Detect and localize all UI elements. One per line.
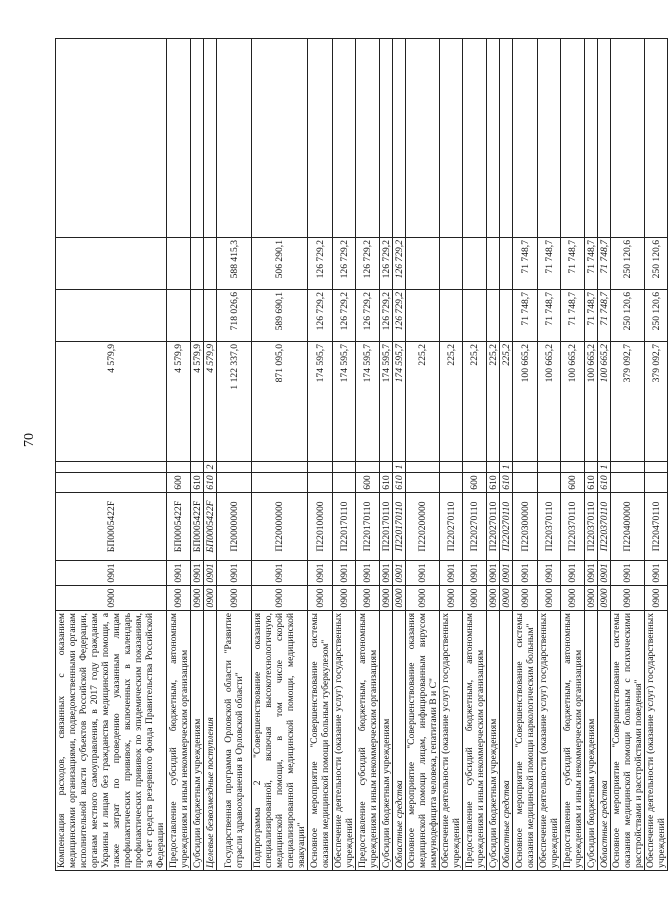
description-cell: Подпрограмма 2 "Совершенствование оказания специализированной, включая высокотехнологичную, медицинской помощи, в том числе скорой специализированной медицинской помощи, медицинской эвакуации" (252, 611, 308, 871)
code-cell: 0901 (611, 561, 645, 586)
budget-table (55, 38, 668, 871)
code-cell: 0900 (252, 586, 308, 611)
code-cell: 0901 (406, 561, 440, 586)
amount-cell: 506 290,1 (252, 238, 308, 290)
amount-cell: 174 595,7 (356, 342, 380, 462)
amount-cell (333, 39, 356, 238)
description-cell: Основное мероприятие "Совершенствование оказания медицинской помощи лицам, инфицированным вирусом иммунодефицита человека, гепатитами В и С" (406, 611, 440, 871)
amount-cell (56, 39, 167, 238)
code-cell (645, 473, 668, 493)
code-cell (191, 462, 204, 473)
amount-cell (204, 290, 217, 342)
description-cell: Областные средства (500, 611, 513, 871)
code-cell: 0901 (380, 561, 393, 586)
amount-cell (217, 39, 252, 238)
code-cell: П220370110 (538, 493, 561, 561)
code-cell: П200000000 (217, 493, 252, 561)
description-cell: Субсидии бюджетным учреждениям (380, 611, 393, 871)
code-cell: 0900 (487, 586, 500, 611)
amount-cell: 126 729,2 (356, 238, 380, 290)
amount-cell: 4 579,9 (167, 342, 191, 462)
description-cell: Обеспечение деятельности (оказание услуг) государственных учреждений (645, 611, 668, 871)
code-cell: БП0005422F (167, 493, 191, 561)
code-cell: 0900 (440, 586, 463, 611)
table-row (406, 39, 440, 871)
code-cell: 2 (204, 462, 217, 473)
description-cell: Субсидии бюджетным учреждениям (487, 611, 500, 871)
code-cell (252, 462, 308, 473)
code-cell: 1 (598, 462, 611, 473)
code-cell: 0900 (406, 586, 440, 611)
code-cell: 0900 (611, 586, 645, 611)
amount-cell (611, 39, 645, 238)
table-row (56, 39, 167, 871)
amount-cell (308, 39, 333, 238)
amount-cell: 379 092,7 (611, 342, 645, 462)
amount-cell: 225,2 (463, 342, 487, 462)
code-cell (356, 462, 380, 473)
code-cell: 0900 (463, 586, 487, 611)
page-number: 70 (22, 433, 37, 447)
amount-cell (167, 39, 191, 238)
amount-cell (406, 290, 440, 342)
code-cell: 1 (393, 462, 406, 473)
description-cell: Областные средства (598, 611, 611, 871)
code-cell (487, 462, 500, 473)
amount-cell (561, 39, 585, 238)
amount-cell (585, 39, 598, 238)
amount-cell (440, 290, 463, 342)
amount-cell (167, 238, 191, 290)
amount-cell (191, 39, 204, 238)
code-cell (611, 473, 645, 493)
code-cell: 610 (598, 473, 611, 493)
amount-cell (463, 39, 487, 238)
code-cell: 0900 (356, 586, 380, 611)
code-cell: 0901 (500, 561, 513, 586)
code-cell: П220270110 (500, 493, 513, 561)
code-cell: 610 (487, 473, 500, 493)
amount-cell: 126 729,2 (393, 238, 406, 290)
amount-cell: 4 579,9 (56, 342, 167, 462)
code-cell (440, 462, 463, 473)
amount-cell: 100 665,2 (513, 342, 538, 462)
code-cell (513, 473, 538, 493)
code-cell: 0900 (513, 586, 538, 611)
amount-cell (393, 39, 406, 238)
amount-cell: 71 748,7 (513, 238, 538, 290)
code-cell: П220170110 (333, 493, 356, 561)
code-cell: П220370110 (585, 493, 598, 561)
code-cell: БП0005422F (56, 493, 167, 561)
code-cell: 0900 (500, 586, 513, 611)
code-cell (645, 462, 668, 473)
amount-cell: 71 748,7 (513, 290, 538, 342)
table-row (333, 39, 356, 871)
code-cell: 0900 (380, 586, 393, 611)
table-row (561, 39, 585, 871)
amount-cell (645, 39, 668, 238)
amount-cell (487, 39, 500, 238)
description-cell: Предоставление субсидий бюджетным, автономным учреждениям и иным некоммерческим организациям (463, 611, 487, 871)
amount-cell: 1 122 337,0 (217, 342, 252, 462)
amount-cell: 71 748,7 (585, 238, 598, 290)
description-cell: Обеспечение деятельности (оказание услуг) государственных учреждений (333, 611, 356, 871)
code-cell (380, 462, 393, 473)
amount-cell: 225,2 (406, 342, 440, 462)
code-cell: 0900 (56, 586, 167, 611)
amount-cell: 71 748,7 (585, 290, 598, 342)
code-cell (252, 473, 308, 493)
amount-cell (406, 238, 440, 290)
code-cell (611, 462, 645, 473)
table-row (393, 39, 406, 871)
table-row (487, 39, 500, 871)
amount-cell: 100 665,2 (598, 342, 611, 462)
code-cell: 600 (561, 473, 585, 493)
code-cell: 610 (500, 473, 513, 493)
code-cell: 0901 (217, 561, 252, 586)
code-cell: 610 (393, 473, 406, 493)
code-cell (333, 462, 356, 473)
amount-cell: 71 748,7 (538, 238, 561, 290)
code-cell: 0901 (645, 561, 668, 586)
table-row (191, 39, 204, 871)
amount-cell: 250 120,6 (611, 238, 645, 290)
code-cell: 0900 (645, 586, 668, 611)
description-cell: Основное мероприятие "Совершенствование системы оказания медицинской помощи больным с психическими расстройствами и расстройствами поведения" (611, 611, 645, 871)
amount-cell: 250 120,6 (645, 290, 668, 342)
description-cell: Субсидии бюджетным учреждениям (585, 611, 598, 871)
code-cell (538, 462, 561, 473)
code-cell (513, 462, 538, 473)
amount-cell (487, 238, 500, 290)
amount-cell: 71 748,7 (561, 238, 585, 290)
amount-cell: 588 415,3 (217, 238, 252, 290)
code-cell: П220270110 (440, 493, 463, 561)
table-row (204, 39, 217, 871)
code-cell: П220170110 (393, 493, 406, 561)
code-cell: 0900 (167, 586, 191, 611)
code-cell (308, 473, 333, 493)
amount-cell (500, 39, 513, 238)
code-cell: 610 (191, 473, 204, 493)
amount-cell (191, 290, 204, 342)
code-cell: П220170110 (356, 493, 380, 561)
amount-cell: 174 595,7 (308, 342, 333, 462)
amount-cell: 379 092,7 (645, 342, 668, 462)
amount-cell: 4 579,9 (204, 342, 217, 462)
code-cell (463, 462, 487, 473)
amount-cell: 871 095,0 (252, 342, 308, 462)
amount-cell: 589 690,1 (252, 290, 308, 342)
code-cell: 0900 (598, 586, 611, 611)
amount-cell (440, 238, 463, 290)
description-cell: Предоставление субсидий бюджетным, автономным учреждениям и иным некоммерческим организациям (561, 611, 585, 871)
code-cell: 0901 (356, 561, 380, 586)
code-cell (56, 462, 167, 473)
code-cell: 0901 (393, 561, 406, 586)
code-cell: 600 (356, 473, 380, 493)
amount-cell: 126 729,2 (333, 290, 356, 342)
amount-cell: 174 595,7 (393, 342, 406, 462)
code-cell: 0901 (56, 561, 167, 586)
amount-cell: 225,2 (500, 342, 513, 462)
description-cell: Обеспечение деятельности (оказание услуг) государственных учреждений (538, 611, 561, 871)
code-cell: 0900 (217, 586, 252, 611)
code-cell: 610 (380, 473, 393, 493)
table-row (611, 39, 645, 871)
code-cell: П220200000 (406, 493, 440, 561)
description-cell: Субсидии бюджетным учреждениям (191, 611, 204, 871)
code-cell: 0900 (561, 586, 585, 611)
code-cell: 0900 (204, 586, 217, 611)
table-row (252, 39, 308, 871)
amount-cell (356, 39, 380, 238)
code-cell: 0900 (333, 586, 356, 611)
amount-cell (463, 238, 487, 290)
code-cell: 0901 (308, 561, 333, 586)
amount-cell: 225,2 (440, 342, 463, 462)
amount-cell: 126 729,2 (380, 290, 393, 342)
code-cell: П220270110 (463, 493, 487, 561)
code-cell: П220300000 (513, 493, 538, 561)
code-cell (56, 473, 167, 493)
table-row (500, 39, 513, 871)
amount-cell: 100 665,2 (561, 342, 585, 462)
code-cell (538, 473, 561, 493)
amount-cell: 250 120,6 (645, 238, 668, 290)
amount-cell: 126 729,2 (393, 290, 406, 342)
description-cell: Основное мероприятие "Совершенствование системы оказания медицинской помощи больным туберкулезом" (308, 611, 333, 871)
code-cell: 0901 (538, 561, 561, 586)
code-cell: 0901 (252, 561, 308, 586)
code-cell: БП0005422F (204, 493, 217, 561)
code-cell (561, 462, 585, 473)
amount-cell: 71 748,7 (538, 290, 561, 342)
code-cell (217, 462, 252, 473)
amount-cell: 126 729,2 (356, 290, 380, 342)
amount-cell: 4 579,9 (191, 342, 204, 462)
amount-cell: 174 595,7 (333, 342, 356, 462)
code-cell: П220170110 (380, 493, 393, 561)
code-cell: 0900 (308, 586, 333, 611)
code-cell: 0901 (487, 561, 500, 586)
code-cell: 0901 (440, 561, 463, 586)
amount-cell (380, 39, 393, 238)
code-cell (167, 462, 191, 473)
code-cell (308, 462, 333, 473)
amount-cell (513, 39, 538, 238)
amount-cell (463, 290, 487, 342)
amount-cell (598, 39, 611, 238)
code-cell: 0901 (513, 561, 538, 586)
code-cell: 0901 (463, 561, 487, 586)
amount-cell: 126 729,2 (380, 238, 393, 290)
amount-cell (252, 39, 308, 238)
amount-cell: 250 120,6 (611, 290, 645, 342)
table-body (56, 39, 668, 871)
amount-cell: 71 748,7 (561, 290, 585, 342)
description-cell: Целевые безвозмездные поступления (204, 611, 217, 871)
amount-cell: 718 026,6 (217, 290, 252, 342)
description-cell: Основное мероприятие "Совершенствование системы оказания медицинской помощи наркологическим больным" (513, 611, 538, 871)
code-cell: 0900 (191, 586, 204, 611)
description-cell: Компенсация расходов, связанных с оказанием медицинскими организациями, подведомственными органам исполнительной власти субъектов Российской Федерации, органам местного самоуправления, в 2017 году гражданам Украины и лицам без гражданства медицинской помощи, а также затрат по проведению указанным лицам профилактических прививок, включенных в календарь профилактических прививок по эпидемическим показаниям, за счет средств резервного фонда Правительства Российской Федерации (56, 611, 167, 871)
code-cell: П220470110 (645, 493, 668, 561)
table-row (645, 39, 668, 871)
code-cell (217, 473, 252, 493)
code-cell: БП0005422F (191, 493, 204, 561)
amount-cell (191, 238, 204, 290)
code-cell (333, 473, 356, 493)
amount-cell (204, 238, 217, 290)
amount-cell (440, 39, 463, 238)
code-cell: 0901 (561, 561, 585, 586)
code-cell: 600 (463, 473, 487, 493)
amount-cell (500, 290, 513, 342)
amount-cell: 126 729,2 (333, 238, 356, 290)
description-cell: Предоставление субсидий бюджетным, автономным учреждениям и иным некоммерческим организациям (167, 611, 191, 871)
code-cell: 0900 (393, 586, 406, 611)
table-row (217, 39, 252, 871)
amount-cell (56, 290, 167, 342)
table-row (538, 39, 561, 871)
code-cell (406, 462, 440, 473)
amount-cell (487, 290, 500, 342)
amount-cell: 225,2 (487, 342, 500, 462)
amount-cell: 71 748,7 (598, 290, 611, 342)
amount-cell (56, 238, 167, 290)
code-cell: П220270110 (487, 493, 500, 561)
description-cell: Предоставление субсидий бюджетным, автономным учреждениям и иным некоммерческим организациям (356, 611, 380, 871)
amount-cell (538, 39, 561, 238)
code-cell: 0900 (538, 586, 561, 611)
code-cell: П220100000 (308, 493, 333, 561)
amount-cell: 71 748,7 (598, 238, 611, 290)
code-cell (406, 473, 440, 493)
code-cell: 0901 (333, 561, 356, 586)
amount-cell: 126 729,2 (308, 290, 333, 342)
table-row (356, 39, 380, 871)
table-row (308, 39, 333, 871)
table-row (585, 39, 598, 871)
code-cell: 0901 (191, 561, 204, 586)
amount-cell (406, 39, 440, 238)
code-cell (585, 462, 598, 473)
rotated-table-wrapper (55, 39, 667, 871)
code-cell: П220000000 (252, 493, 308, 561)
code-cell: П220370110 (561, 493, 585, 561)
code-cell: 0900 (585, 586, 598, 611)
code-cell: П220370110 (598, 493, 611, 561)
amount-cell: 174 595,7 (380, 342, 393, 462)
amount-cell (500, 238, 513, 290)
description-cell: Обеспечение деятельности (оказание услуг) государственных учреждений (440, 611, 463, 871)
code-cell: 600 (167, 473, 191, 493)
amount-cell (167, 290, 191, 342)
description-cell: Областные средства (393, 611, 406, 871)
code-cell: 1 (500, 462, 513, 473)
amount-cell (204, 39, 217, 238)
code-cell: П220400000 (611, 493, 645, 561)
amount-cell: 126 729,2 (308, 238, 333, 290)
amount-cell: 100 665,2 (538, 342, 561, 462)
amount-cell: 100 665,2 (585, 342, 598, 462)
code-cell: 0901 (204, 561, 217, 586)
code-cell (440, 473, 463, 493)
code-cell: 0901 (598, 561, 611, 586)
table-row (440, 39, 463, 871)
table-row (380, 39, 393, 871)
code-cell: 0901 (167, 561, 191, 586)
table-row (598, 39, 611, 871)
table-row (167, 39, 191, 871)
table-row (463, 39, 487, 871)
code-cell: 610 (585, 473, 598, 493)
code-cell: 0901 (585, 561, 598, 586)
table-row (513, 39, 538, 871)
code-cell: 610 (204, 473, 217, 493)
description-cell: Государственная программа Орловской области "Развитие отрасли здравоохранения в Орловской области" (217, 611, 252, 871)
